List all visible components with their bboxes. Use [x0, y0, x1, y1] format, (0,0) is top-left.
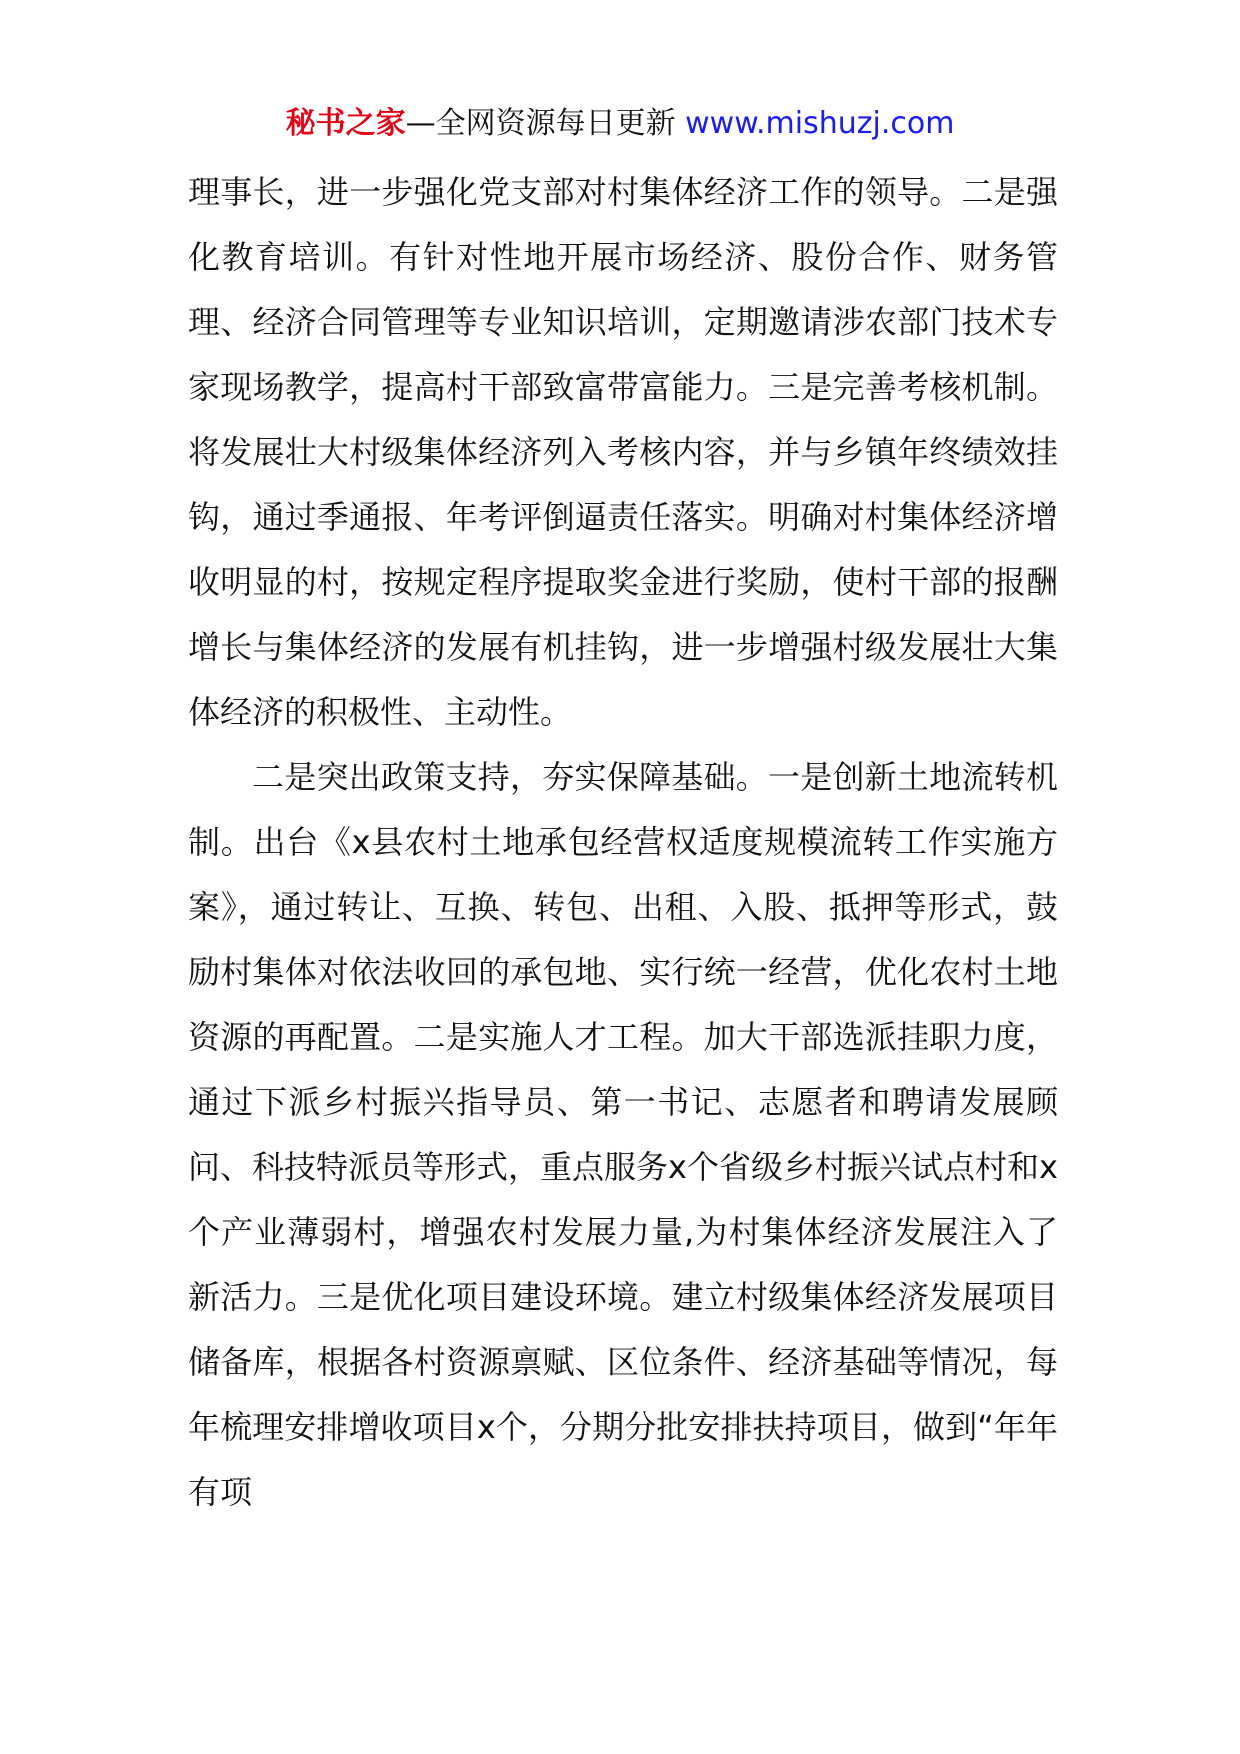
document-body [188, 160, 1058, 1525]
page-header [0, 104, 1240, 144]
header-tagline: —全网资源每日更新 [405, 106, 686, 141]
site-url-link[interactable]: www.mishuzj.com [685, 106, 955, 141]
paragraph-continued: 理事长，进一步强化党支部对村集体经济工作的领导。二是强化教育培训。有针对性地开展市场经济、股份合作、财务管理、经济合同管理等专业知识培训，定期邀请涉农部门技术专家现场教学，提高村干部致富带富能力。三是完善考核机制。将发展壮大村级集体经济列入考核内容，并与乡镇年终绩效挂钩，通过季通报、年考评倒逼责任落实。明确对村集体经济增收明显的村，按规定程序提取奖金进行奖励，使村干部的报酬增长与集体经济的发展有机挂钩，进一步增强村级发展壮大集体经济的积极性、主动性。 [188, 173, 1058, 731]
paragraph-policy-support: 二是突出政策支持，夯实保障基础。一是创新土地流转机制。出台《x县农村土地承包经营权适度规模流转工作实施方案》，通过转让、互换、转包、出租、入股、抵押等形式，鼓励村集体对依法收回的承包地、实行统一经营，优化农村土地资源的再配置。二是实施人才工程。加大干部选派挂职力度，通过下派乡村振兴指导员、第一书记、志愿者和聘请发展顾问、科技特派员等形式，重点服务x个省级乡村振兴试点村和x个产业薄弱村，增强农村发展力量,为村集体经济发展注入了新活力。三是优化项目建设环境。建立村级集体经济发展项目储备库，根据各村资源禀赋、区位条件、经济基础等情况，每年梳理安排增收项目x个，分期分批安排扶持项目，做到“年年有项 [188, 758, 1058, 1511]
brand-name: 秘书之家 [285, 106, 406, 141]
